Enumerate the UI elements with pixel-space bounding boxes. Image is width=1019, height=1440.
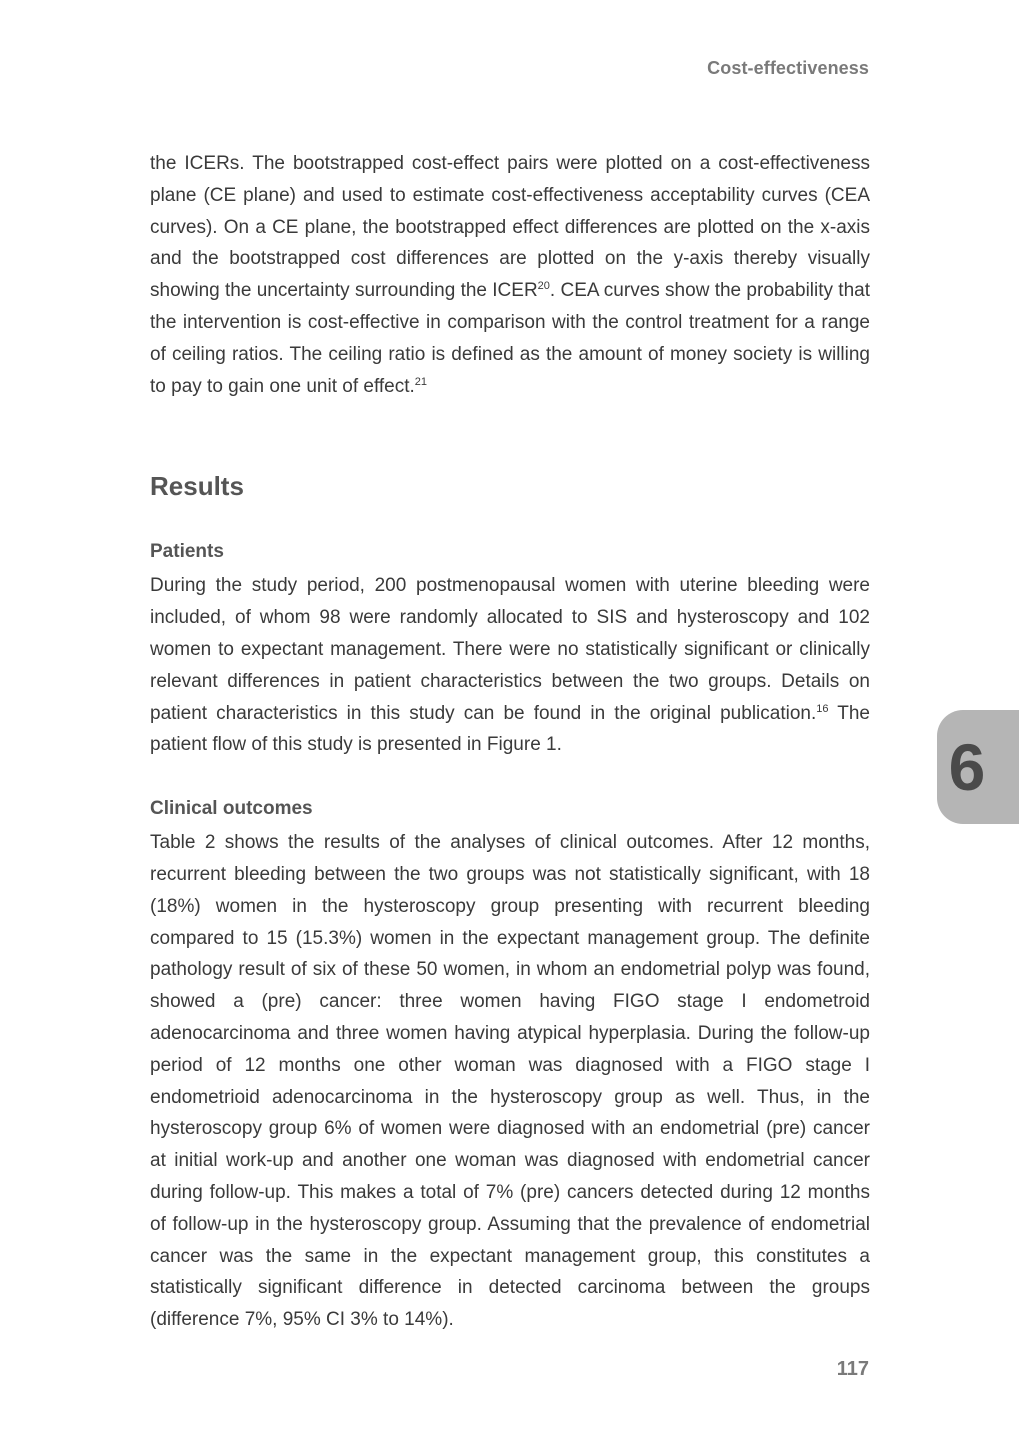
running-header: Cost-effectiveness xyxy=(707,58,869,78)
page-number: 117 xyxy=(836,1358,869,1380)
clinical-outcomes-paragraph: Table 2 shows the results of the analyses of clinical outcomes. After 12 months, recurrent bleeding between the two groups was not statistically significant, with 18 (18%) women in the hysteroscopy group presenting with recurrent bleeding compared to 15 (15.3%) women in the expectant management group. The definite pathology result of six of these 50 women, in whom an endometrial polyp was found, showed a (pre) cancer: three women having FIGO stage I endometroid adenocarcinoma and three women having atypical hyperplasia. During the follow-up period of 12 months one other woman was diagnosed with a FIGO stage I endometrioid adenocarcinoma in the hysteroscopy group as well. Thus, in the hysteroscopy group 6% of women were diagnosed with an endometrial (pre) cancer at initial work-up and another one woman was diagnosed with endometrial cancer during follow-up. This makes a total of 7% (pre) cancers detected during 12 months of follow-up in the hysteroscopy group. Assuming that the prevalence of endometrial cancer was the same in the expectant management group, this constitutes a statistically significant difference in detected carcinoma between the groups (difference 7%, 95% CI 3% to 14%). xyxy=(150,832,870,1331)
citation-20: 20 xyxy=(537,280,550,293)
intro-paragraph: the ICERs. The bootstrapped cost-effect pairs were plotted on a cost-effectiveness plane (CE plane) and used to estimate cost-effectiveness acceptability curves (CEA curves). On a CE plane, the bootstrapped effect differences are plotted on the x-axis and the bootstrapped cost differences are plotted on the y-axis thereby visually showing the uncertainty surrounding the ICER$^{20}$. CEA curves show the probability that the intervention is cost-effective in comparison with the control treatment for a range of ceiling ratios. The ceiling ratio is defined as the amount of money society is willing to pay to gain one unit of effect.$^{21}$ xyxy=(150,153,870,397)
patients-paragraph: During the study period, 200 postmenopausal women with uterine bleeding were included, of whom 98 were randomly allocated to SIS and hysteroscopy and 102 women to expectant management. There were no statistically significant or clinically relevant differences in patient characteristics between the two groups. Details on patient characteristics in this study can be found in the original publication.$^{16}$ The patient flow of this study is presented in Figure 1. xyxy=(150,575,870,756)
citation-21: 21 xyxy=(414,375,428,388)
clinical-outcomes-heading: Clinical outcomes xyxy=(150,798,313,820)
chapter-tab xyxy=(937,710,1019,824)
results-heading: Results xyxy=(150,471,244,502)
chapter-number: 6 xyxy=(948,730,986,804)
patients-heading: Patients xyxy=(150,541,224,563)
main-content xyxy=(150,148,870,1336)
citation-16: 16 xyxy=(816,702,829,715)
